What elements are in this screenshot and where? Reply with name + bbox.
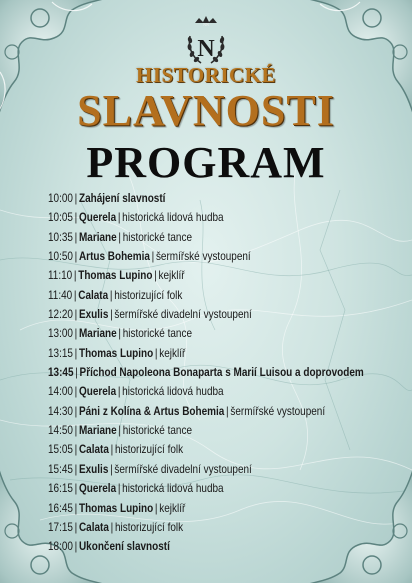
svg-text:NN: NN — [203, 22, 209, 27]
time: 15:45 — [48, 462, 73, 476]
time: 10:05 — [48, 211, 73, 225]
act-description: historická lidová hudba — [122, 211, 224, 225]
schedule-row: 18:00 | Ukončení slavností — [48, 540, 170, 554]
act-description: historické tance — [122, 230, 192, 244]
time: 10:35 — [48, 230, 73, 244]
schedule-row: 14:30 | Páni z Kolína & Artus Bohemia | šermířské vystoupení — [48, 404, 326, 418]
schedule-row: 10:00 | Zahájení slavností — [48, 192, 166, 205]
time: 13:15 — [48, 346, 73, 360]
act-name: Exulis — [78, 462, 109, 476]
time: 11:40 — [48, 288, 73, 302]
act-description: šermířské divadelní vystoupení — [114, 462, 252, 476]
act-description: kejklíř — [159, 501, 186, 515]
time: 16:45 — [48, 501, 73, 515]
schedule-row: 13:15 | Thomas Lupino | kejklíř — [48, 346, 186, 360]
act-name: Mariane — [78, 424, 117, 438]
schedule-row: 10:35 | Mariane | historické tance — [48, 230, 192, 244]
schedule-row: 11:10 | Thomas Lupino | kejklíř — [48, 269, 185, 283]
act-name: Thomas Lupino — [78, 269, 153, 283]
act-name: Mariane — [78, 327, 117, 341]
act-description: historická lidová hudba — [122, 482, 224, 496]
act-name: Querela — [78, 482, 117, 496]
act-description: kejklíř — [158, 269, 185, 283]
schedule-row: 13:00 | Mariane | historické tance — [48, 327, 192, 341]
schedule-row: 14:00 | Querela | historická lidová hudba — [48, 385, 224, 399]
time: 10:00 — [48, 192, 73, 205]
time: 14:50 — [48, 424, 73, 438]
act-description: historické tance — [122, 327, 192, 341]
act-description: historická lidová hudba — [122, 385, 224, 399]
act-description: historizující folk — [114, 443, 184, 457]
act-name: Calata — [78, 288, 109, 302]
schedule-row: 16:45 | Thomas Lupino | kejklíř — [48, 501, 186, 515]
act-description: šermířské vystoupení — [155, 250, 251, 264]
schedule-row: 16:15 | Querela | historická lidová hudba — [48, 482, 224, 496]
act-name: Zahájení slavností — [78, 192, 166, 205]
act-name: Querela — [78, 211, 117, 225]
napoleon-emblem-icon — [181, 14, 231, 68]
act-description: šermířské divadelní vystoupení — [114, 308, 252, 322]
act-name: Exulis — [78, 308, 109, 322]
time: 12:20 — [48, 308, 73, 322]
time: 16:15 — [48, 482, 73, 496]
schedule-row: 12:20 | Exulis | šermířské divadelní vystoupení — [48, 308, 252, 322]
act-description: historické tance — [122, 424, 192, 438]
act-description: šermířské vystoupení — [230, 404, 326, 418]
act-description: kejklíř — [159, 346, 186, 360]
act-description: historizující folk — [114, 288, 183, 302]
schedule-row: 14:50 | Mariane | historické tance — [48, 424, 192, 438]
schedule-row: 11:40 | Calata | historizující folk — [48, 288, 183, 302]
schedule-row: 15:05 | Calata | historizující folk — [48, 443, 184, 457]
act-name: Páni z Kolína & Artus Bohemia — [78, 404, 225, 418]
time: 14:00 — [48, 385, 73, 399]
time: 13:00 — [48, 327, 73, 341]
title-slavnosti: SLAVNOSTI — [77, 86, 335, 135]
title-program: PROGRAM — [86, 138, 326, 187]
time: 13:45 — [48, 366, 74, 380]
act-name: Thomas Lupino — [78, 501, 154, 515]
act-name: Calata — [78, 443, 109, 457]
schedule-row: 17:15 | Calata | historizující folk — [48, 520, 184, 534]
svg-text:N: N — [197, 36, 215, 62]
schedule-list — [48, 189, 412, 557]
time: 11:10 — [48, 269, 73, 283]
schedule-row-highlight: 13:45 | Příchod Napoleona Bonaparta s Marií Luisou a doprovodem — [48, 366, 364, 380]
time: 14:30 — [48, 404, 73, 418]
act-name: Příchod Napoleona Bonaparta s Marií Luisou a doprovodem — [79, 366, 364, 380]
time: 15:05 — [48, 443, 73, 457]
act-description: historizující folk — [114, 520, 184, 534]
act-name: Artus Bohemia — [78, 250, 150, 264]
schedule-row: 10:50 | Artus Bohemia | šermířské vystoupení — [48, 250, 251, 264]
schedule-row: 10:05 | Querela | historická lidová hudba — [48, 211, 224, 225]
act-name: Thomas Lupino — [78, 346, 154, 360]
act-name: Calata — [78, 520, 109, 534]
time: 17:15 — [48, 520, 73, 534]
act-name: Mariane — [78, 230, 117, 244]
schedule-row: 15:45 | Exulis | šermířské divadelní vystoupení — [48, 462, 252, 476]
act-name: Querela — [78, 385, 117, 399]
time: 10:50 — [48, 250, 73, 264]
title-historicke: HISTORICKÉ — [136, 63, 276, 87]
act-name: Ukončení slavností — [78, 540, 170, 554]
time: 18:00 — [48, 540, 73, 554]
